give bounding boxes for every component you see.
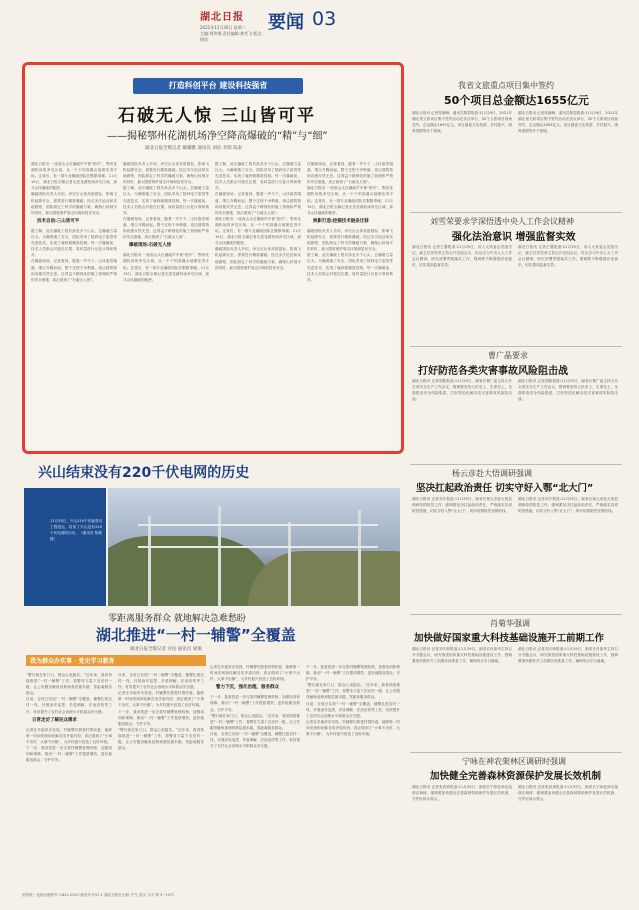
feature-column-3-text-d: 爆破团队负责人介绍，净空区山体高度超标，影响飞机起降安全，需要进行精准爆破。经过多次论证和实地勘察，团队制定了科学的爆破方案，确保山体削平的同时，最大限度保护周边环境和居民安全。 — [215, 247, 301, 270]
story7-column-2-text-b: 记者在多地采访发现，村辅警们熟悉村情民意，能够第一时间发现和化解各类矛盾纠纷，真正做到了“小事不出村、大事不出镇”，为乡村振兴营造了良好环境。 — [118, 691, 204, 708]
feature-column-3-text-c: 湖北日报讯 一座座山头在爆破声中被“削平”，鄂州花湖机场的净空区域，从一个个的高爆点地理变得平坦。这背后，有一群专业爆破团队在默默奉献。11月19日，湖北日报全媒记者走进花湖机场净空区域，探寻山体爆破的秘密。 — [215, 216, 301, 246]
story3-kicker: 曹广晶要求 — [488, 351, 528, 360]
newspaper-logo: 湖北日报 — [200, 12, 244, 23]
divider — [410, 614, 622, 615]
story7-column-4-text-c: 目前，全省已实现“一村一辅警”全覆盖，辅警扎根农村一线，开展治安巡逻、矛盾调解、法治宣传等工作，有效提升了农村社会治理水平和群众安全感。 — [306, 701, 400, 718]
feature-subtitle-1: 技术自信:三山皆可平 — [37, 218, 80, 224]
photo-tower — [288, 522, 291, 606]
story3-text-a: 湖北日报讯 记者胡蔚报道:11月29日，副省长曹广晶主持召开全省安全生产工作会议，强调要坚持人民至上、生命至上，全面排查安全风险隐患，打好防范化解各类灾害事故风险阻击战。 — [412, 379, 512, 402]
story4-text-a: 湖北日报讯 记者刘宇报道:11月29日，副省长杨云彦赴大悟县调研疫情防控工作，强调要坚决扛起政治责任，严格落实各项防控措施，切实守好入鄂“北大门”，筑牢疫情防控坚固防线。 — [412, 497, 512, 514]
editor-line: 主编:周伶俐 责任编辑:龚雪飞 版式:徐雨 — [200, 31, 263, 42]
photo-tower — [218, 506, 221, 606]
story1-text-a: 湖北日报讯 记者张晓峰、通讯员陈思报道:11月29日，2021年湖北省文旅项目集中签约活动在武汉举行，50个文旅项目现场签约，总金额达1655亿元。项目涵盖文化旅游、乡村振兴、康养度假等多个领域。 — [412, 111, 512, 134]
story7-column-2-text: 目前，全省已实现“一村一辅警”全覆盖，辅警扎根农村一线，开展治安巡逻、矛盾调解、法治宣传等工作，有效提升了农村社会治理水平和群众安全感。 — [118, 673, 204, 690]
story7-column-3-text-d: 目前，全省已实现“一村一辅警”全覆盖，辅警扎根农村一线，开展治安巡逻、矛盾调解、法治宣传等工作，有效提升了农村社会治理水平和群众安全感。 — [210, 731, 300, 749]
story7-column-3-text-b: 下一步，我省将进一步完善村辅警管理机制，加强培训和保障，推动“一村一辅警”工作提质增效，更好地服务群众、守护平安。 — [210, 695, 300, 712]
story7-column-3-text-c: “警灯就在家门口，群众心里踏实。”近年来，我省持续推进“一村一辅警”工作，将警务力量下沉至村一级，让公安服务触角延伸到基层最末端，零距离服务群众。 — [210, 713, 300, 730]
story7-column-1-text-b: 目前，全省已实现“一村一辅警”全覆盖，辅警扎根农村一线，开展治安巡逻、矛盾调解、法治宣传等工作，有效提升了农村社会治理水平和群众安全感。 — [26, 697, 112, 714]
story6-text-a: 湖北日报讯 记者张真真报道:11月29日，副省长宁咏赴神农架林区调研，强调要加快健全完善森林资源保护发展长效机制，守护好绿水青山。 — [412, 785, 512, 802]
story3-text-b: 湖北日报讯 记者胡蔚报道:11月29日，副省长曹广晶主持召开全省安全生产工作会议，强调要坚持人民至上、生命至上，全面排查安全风险隐患，打好防范化解各类灾害事故风险阻击战。 — [518, 379, 618, 402]
feature-subtitle-2: 爆破现场:石破无人惊 — [129, 243, 172, 249]
feature-column-4 — [307, 161, 393, 451]
divider — [410, 752, 622, 753]
story5-text-b: 湖北日报讯 记者刘天纵报道:11月29日，副省长肖菊华主持召开专题会议，研究推进国家重大科技基础设施建设工作，强调要加快做好开工前期各项准备工作，确保项目早日落地。 — [518, 647, 618, 664]
story7-column-1-text-d: 下一步，我省将进一步完善村辅警管理机制，加强培训和保障，推动“一村一辅警”工作提质增效，更好地服务群众、守护平安。 — [26, 746, 112, 763]
campaign-band-text: 我为群众办实事 · 党史学习教育 — [30, 658, 115, 665]
photo-tower — [148, 516, 151, 606]
featured-article[interactable] — [22, 62, 404, 454]
story7-column-4 — [306, 664, 400, 886]
photo-story-title[interactable]: 兴山结束没有220千伏电网的历史 — [38, 465, 250, 481]
page-footer: 国内统一连续出版物号 CN42-0001 邮发代号37-1 湖北日报社出版 天气 武汉 今天 晴 5~14℃ — [22, 893, 175, 897]
story7-title[interactable]: 湖北推进“一村一辅警”全覆盖 — [96, 626, 296, 644]
feature-column-3 — [215, 161, 301, 451]
photo-hill — [248, 551, 400, 606]
feature-kicker: 打造科创平台 建设科技强省 — [168, 81, 268, 90]
divider — [410, 464, 622, 465]
divider — [410, 212, 622, 213]
story7-column-2 — [118, 672, 204, 886]
page-number: 03 — [312, 8, 337, 30]
story7-column-4-text-d: 记者在多地采访发现，村辅警们熟悉村情民意，能够第一时间发现和化解各类矛盾纠纷，真正做到了“小事不出村、大事不出镇”，为乡村振兴营造了良好环境。 — [306, 719, 400, 737]
story7-subtitle-2: 警力下沉，强化治理，服务群众 — [216, 685, 279, 691]
feature-column-2-text: 爆破团队负责人介绍，净空区山体高度超标，影响飞机起降安全，需要进行精准爆破。经过多次论证和实地勘察，团队制定了科学的爆破方案，确保山体削平的同时，最大限度保护周边环境和居民安全。 — [123, 162, 209, 185]
feature-column-2-text-b: 据了解，此次爆破工程共涉及多个山头，总爆破方量巨大。为确保施工安全，团队采用了数码电子雷管等先进技术，实现了毫秒级精准控制。每一次爆破前，技术人员都会对炮孔位置、装药量进行反复计算和核对。 — [123, 186, 209, 215]
story7-column-1-text: “警灯就在家门口，群众心里踏实。”近年来，我省持续推进“一村一辅警”工作，将警务力量下沉至村一级，让公安服务触角延伸到基层最末端，零距离服务群众。 — [26, 673, 112, 696]
story7-byline: 湖北日报全媒记者 评论 通讯员 梁俊 — [130, 647, 202, 652]
feature-column-1-text: 湖北日报讯 一座座山头在爆破声中被“削平”，鄂州花湖机场的净空区域，从一个个的高爆点地理变得平坦。这背后，有一群专业爆破团队在默默奉献。11月19日，湖北日报全媒记者走进花湖机场净空区域，探寻山体爆破的秘密。 — [31, 162, 117, 191]
story6-kicker: 宁咏在神农架林区调研时强调 — [462, 757, 566, 766]
story2-title[interactable]: 强化法治意识 增强监督实效 — [452, 232, 576, 243]
story4-kicker: 杨云彦赴大悟调研强调 — [452, 469, 532, 478]
story7-kicker: 零距离服务群众 就地解决急难愁盼 — [108, 614, 246, 624]
divider — [410, 346, 622, 347]
story2-kicker: 刘雪荣要求学深悟透中央人工作会议精神 — [430, 217, 574, 226]
story7-column-2-text-c: 下一步，我省将进一步完善村辅警管理机制，加强培训和保障，推动“一村一辅警”工作提质增效，更好地服务群众、守护平安。 — [118, 709, 204, 726]
story7-column-2-text-d: “警灯就在家门口，群众心里踏实。”近年来，我省持续推进“一村一辅警”工作，将警务力量下沉至村一级，让公安服务触角延伸到基层最末端，零距离服务群众。 — [118, 727, 204, 751]
story7-column-3-text: 记者在多地采访发现，村辅警们熟悉村情民意，能够第一时间发现和化解各类矛盾纠纷，真正做到了“小事不出村、大事不出镇”，为乡村振兴营造了良好环境。 — [210, 665, 300, 682]
story7-column-1-text-c: 记者在多地采访发现，村辅警们熟悉村情民意，能够第一时间发现和化解各类矛盾纠纷，真正做到了“小事不出村、大事不出镇”，为乡村振兴营造了良好环境。 — [26, 727, 112, 744]
story6-text-b: 湖北日报讯 记者张真真报道:11月29日，副省长宁咏赴神农架林区调研，强调要加快健全完善森林资源保护发展长效机制，守护好绿水青山。 — [518, 785, 618, 802]
feature-column-2-text-c: 在爆破现场，记者看到，随着一声令下，山体轰然塌落，烟尘升腾而起。整个过程干净利落，周边建筑物和设施安然无恙。这得益于精细化的施工管理和严格的安全措施，真正做到了“石破无人惊”。 — [123, 216, 209, 240]
story6-title[interactable]: 加快健全完善森林资源保护发展长效机制 — [430, 771, 602, 782]
story7-column-1 — [26, 672, 112, 886]
feature-column-4-text-c: 爆破团队负责人介绍，净空区山体高度超标，影响飞机起降安全，需要进行精准爆破。经过多次论证和实地勘察，团队制定了科学的爆破方案，确保山体削平的同时，最大限度保护周边环境和居民安全。 — [307, 228, 393, 252]
feature-headline: 石破无人惊 三山皆可平 — [118, 106, 316, 126]
feature-column-1-text-c: 据了解，此次爆破工程共涉及多个山头，总爆破方量巨大。为确保施工安全，团队采用了数码电子雷管等先进技术，实现了毫秒级精准控制。每一次爆破前，技术人员都会对炮孔位置、装药量进行反复计算和核对。 — [31, 228, 117, 258]
story4-title[interactable]: 坚决扛起政治责任 切实守好入鄂“北大门” — [416, 483, 594, 494]
photo-truss — [138, 546, 378, 548]
campaign-band — [26, 655, 206, 666]
date-line: 2021年11月30日 星期二 — [200, 25, 246, 30]
feature-subtitle-3: 换影打造:挖掘技术链条迁移 — [313, 218, 369, 224]
feature-column-4-text-b: 湖北日报讯 一座座山头在爆破声中被“削平”，鄂州花湖机场的净空区域，从一个个的高爆点地理变得平坦。这背后，有一群专业爆破团队在默默奉献。11月19日，湖北日报全媒记者走进花湖机场净空区域，探寻山体爆破的秘密。 — [307, 186, 393, 215]
story7-column-4-text: 下一步，我省将进一步完善村辅警管理机制，加强培训和保障，推动“一村一辅警”工作提质增效，更好地服务群众、守护平安。 — [306, 665, 400, 682]
story1-title[interactable]: 50个项目总金额达1655亿元 — [444, 94, 589, 107]
substation-photo[interactable] — [108, 488, 400, 606]
feature-column-1 — [31, 161, 117, 451]
feature-column-2-text-d: 湖北日报讯 一座座山头在爆破声中被“削平”，鄂州花湖机场的净空区域，从一个个的高爆点地理变得平坦。这背后，有一群专业爆破团队在默默奉献。11月19日，湖北日报全媒记者走进花湖机场净空区域，探寻山体爆破的秘密。 — [123, 253, 209, 282]
feature-byline: 湖北日报全媒记者 戴耀鹏 通讯员 刘洁 李辉 陈泰 — [145, 146, 243, 151]
masthead — [200, 8, 440, 54]
feature-column-3-text-b: 在爆破现场，记者看到，随着一声令下，山体轰然塌落，烟尘升腾而起。整个过程干净利落，周边建筑物和设施安然无恙。这得益于精细化的施工管理和严格的安全措施，真正做到了“石破无人惊”。 — [215, 192, 301, 215]
story4-text-b: 湖北日报讯 记者刘宇报道:11月29日，副省长杨云彦赴大悟县调研疫情防控工作，强调要坚决扛起政治责任，严格落实各项防控措施，切实守好入鄂“北大门”，筑牢疫情防控坚固防线。 — [518, 497, 618, 514]
story1-text-b: 湖北日报讯 记者张晓峰、通讯员陈思报道:11月29日，2021年湖北省文旅项目集中签约活动在武汉举行，50个文旅项目现场签约，总金额达1655亿元。项目涵盖文化旅游、乡村振兴、康养度假等多个领域。 — [518, 111, 618, 134]
story3-title[interactable]: 打好防范各类灾害事故风险阻击战 — [418, 366, 568, 377]
story1-kicker: 我省文旅重点项目集中签约 — [458, 81, 554, 90]
story7-column-3 — [210, 664, 300, 886]
photo-truss — [138, 524, 378, 526]
feature-column-2 — [123, 161, 209, 451]
masthead-meta — [200, 25, 266, 43]
story7-subtitle-1: 日常走访了解民众需求 — [32, 717, 77, 723]
story7-column-4-text-b: “警灯就在家门口，群众心里踏实。”近年来，我省持续推进“一村一辅警”工作，将警务力量下沉至村一级，让公安服务触角延伸到基层最末端，零距离服务群众。 — [306, 683, 400, 700]
feature-column-1-text-d: 在爆破现场，记者看到，随着一声令下，山体轰然塌落，烟尘升腾而起。整个过程干净利落，周边建筑物和设施安然无恙。这得益于精细化的施工管理和严格的安全措施，真正做到了“石破无人惊”。 — [31, 259, 117, 282]
feature-subhead: ——揭秘鄂州花湖机场净空降高爆破的“精”与“细” — [107, 131, 328, 142]
section-name: 要闻 — [268, 12, 304, 33]
photo-caption-panel — [24, 488, 106, 606]
kicker-band — [133, 78, 303, 94]
story5-title[interactable]: 加快做好国家重大科技基础设施开工前期工作 — [414, 633, 605, 644]
feature-column-4-text: 在爆破现场，记者看到，随着一声令下，山体轰然塌落，烟尘升腾而起。整个过程干净利落，周边建筑物和设施安然无恙。这得益于精细化的施工管理和严格的安全措施，真正做到了“石破无人惊”。 — [307, 162, 393, 185]
feature-column-4-text-d: 据了解，此次爆破工程共涉及多个山头，总爆破方量巨大。为确保施工安全，团队采用了数码电子雷管等先进技术，实现了毫秒级精准控制。每一次爆破前，技术人员都会对炮孔位置、装药量进行反复计算和核对。 — [307, 253, 393, 282]
feature-column-3-text: 据了解，此次爆破工程共涉及多个山头，总爆破方量巨大。为确保施工安全，团队采用了数码电子雷管等先进技术，实现了毫秒级精准控制。每一次爆破前，技术人员都会对炮孔位置、装药量进行反复计算和核对。 — [215, 162, 301, 191]
story2-text-b: 湖北日报讯 记者王馨报道:11月29日，省人大常委会党组书记、副主任刘雪荣主持召开党组会议，传达学习中央人大工作会议精神，研究部署贯彻落实工作，强调要不断增强法治意识，切实提高监督实效。 — [518, 245, 618, 268]
story5-text-a: 湖北日报讯 记者刘天纵报道:11月29日，副省长肖菊华主持召开专题会议，研究推进国家重大科技基础设施建设工作，强调要加快做好开工前期各项准备工作，确保项目早日落地。 — [412, 647, 512, 664]
story2-text-a: 湖北日报讯 记者王馨报道:11月29日，省人大常委会党组书记、副主任刘雪荣主持召开党组会议，传达学习中央人大工作会议精神，研究部署贯彻落实工作，强调要不断增强法治意识，切实提高监督实效。 — [412, 245, 512, 268]
feature-column-1-text-b: 爆破团队负责人介绍，净空区山体高度超标，影响飞机起降安全，需要进行精准爆破。经过多次论证和实地勘察，团队制定了科学的爆破方案，确保山体削平的同时，最大限度保护周边环境和居民安全。 — [31, 192, 117, 215]
photo-caption: 11月28日，兴山220千伏输变电工程投运，结束了兴山没有220千伏电网的历史。（通讯员 陈俊 摄） — [50, 519, 102, 542]
story5-kicker: 肖菊华强调 — [490, 619, 530, 628]
